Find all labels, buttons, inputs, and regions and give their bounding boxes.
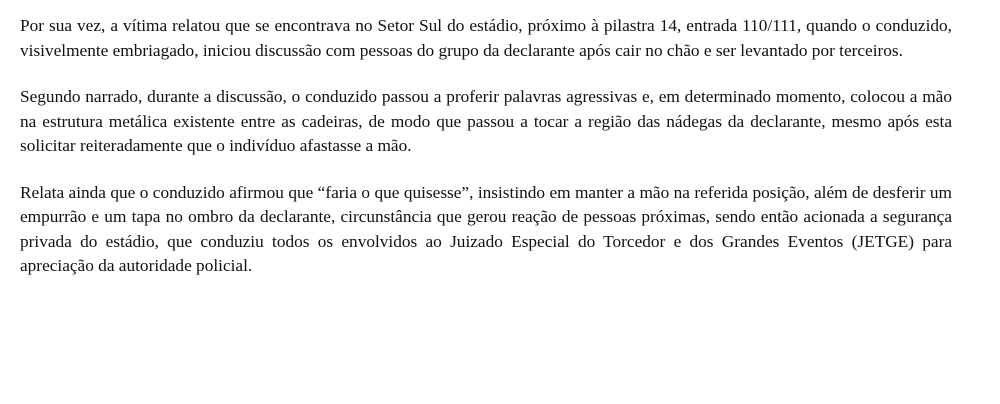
document-page [20,14,952,279]
paragraph-narration: Segundo narrado, durante a discussão, o conduzido passou a proferir palavras agressivas e, em determinado momento, colocou a mão na estrutura metálica existente entre as cadeiras, de modo que passou a tocar a região das nádegas da declarante, mesmo após esta solicitar reiteradamente que o indivíduo afastasse a mão. [20,87,952,155]
paragraph-victim-report: Por sua vez, a vítima relatou que se encontrava no Setor Sul do estádio, próximo à pilastra 14, entrada 110/111, quando o conduzido, visivelmente embriagado, iniciou discussão com pessoas do grupo da declarante após cair no chão e ser levantado por terceiros. [20,16,952,60]
paragraph-further-report: Relata ainda que o conduzido afirmou que “faria o que quisesse”, insistindo em manter a mão na referida posição, além de desferir um empurrão e um tapa no ombro da declarante, circunstância que gerou reação de pessoas próximas, sendo então acionada a segurança privada do estádio, que conduziu todos os envolvidos ao Juizado Especial do Torcedor e dos Grandes Eventos (JETGE) para apreciação da autoridade policial. [20,182,952,275]
